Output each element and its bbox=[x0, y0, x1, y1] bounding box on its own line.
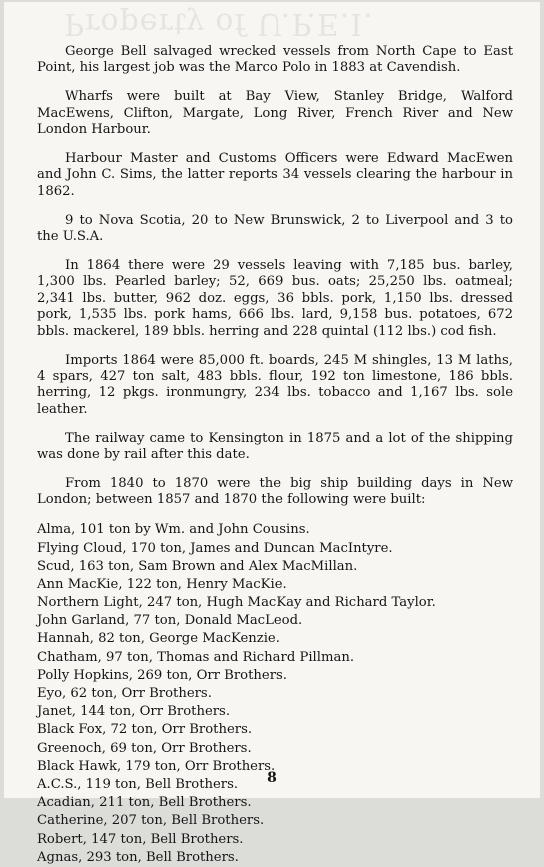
ship-list-item: Eyo, 62 ton, Orr Brothers. bbox=[37, 686, 212, 702]
ship-list-item: Catherine, 207 ton, Bell Brothers. bbox=[37, 813, 265, 829]
ship-list-item: Agnas, 293 ton, Bell Brothers. bbox=[37, 849, 239, 865]
ship-list-item: John Garland, 77 ton, Donald MacLeod. bbox=[37, 613, 303, 629]
paragraph-harbour-master: Harbour Master and Customs Officers were Edward MacEwen and John C. Sims, the latter reports 34 vessels clearing the harbour in 1862. bbox=[37, 151, 513, 199]
ship-list-item: Scud, 163 ton, Sam Brown and Alex MacMillan. bbox=[37, 558, 358, 574]
paragraph-railway: The railway came to Kensington in 1875 and a lot of the shipping was done by rail after this date. bbox=[37, 430, 513, 463]
paragraph-salvage: George Bell salvaged wrecked vessels from North Cape to East Point, his largest job was the Marco Polo in 1883 at Cavendish. bbox=[37, 44, 513, 76]
paragraph-exports-1864: In 1864 there were 29 vessels leaving with 7,185 bus. barley, 1,300 lbs. Pearled barley; 52, 669 bus. oats; 25,250 lbs. oatmeal; 2,341 lbs. butter, 962 doz. eggs, 36 bbls. pork, 1,150 lbs. dressed pork, 1,535 lbs. pork hams, 666 lbs. lard, 9,158 bus. potatoes, 672 bbls. mackerel, 189 bbls. herring and 228 quintal (112 lbs.) cod fish. bbox=[37, 258, 513, 339]
ship-list-item: Northern Light, 247 ton, Hugh MacKay and Richard Taylor. bbox=[37, 595, 436, 611]
ship-list-item: Hannah, 82 ton, George MacKenzie. bbox=[37, 631, 280, 647]
paragraph-destinations: 9 to Nova Scotia, 20 to New Brunswick, 2 to Liverpool and 3 to the U.S.A. bbox=[37, 212, 513, 245]
ship-list-item: Black Fox, 72 ton, Orr Brothers. bbox=[37, 722, 253, 738]
ship-list-item: Janet, 144 ton, Orr Brothers. bbox=[37, 704, 231, 720]
paragraph-shipbuilding: From 1840 to 1870 were the big ship building days in New London; between 1857 and 1870 the following were built: bbox=[37, 476, 513, 508]
ship-list-item: Polly Hopkins, 269 ton, Orr Brothers. bbox=[37, 667, 287, 683]
page-number: 8 bbox=[267, 770, 277, 786]
ship-list-item: Flying Cloud, 170 ton, James and Duncan MacIntyre. bbox=[37, 540, 393, 556]
ship-list-item: Ann MacKie, 122 ton, Henry MacKie. bbox=[37, 576, 287, 592]
page-content bbox=[37, 44, 513, 867]
ship-list-item: Chatham, 97 ton, Thomas and Richard Pillman. bbox=[37, 649, 355, 665]
bleed-through-title: Property of U.P.E.I. bbox=[64, 6, 374, 41]
ship-list-item: Acadian, 211 ton, Bell Brothers. bbox=[37, 795, 252, 811]
paragraph-imports-1864: Imports 1864 were 85,000 ft. boards, 245 M shingles, 13 M laths, 4 spars, 427 ton salt, 483 bbls. flour, 192 ton limestone, 186 bbls. herring, 12 pkgs. ironmungry, 234 lbs. tobacco and 1,167 lbs. sole leather. bbox=[37, 352, 513, 417]
ship-list-item: Greenoch, 69 ton, Orr Brothers. bbox=[37, 740, 252, 756]
ship-list bbox=[37, 521, 513, 867]
document-page bbox=[4, 2, 540, 865]
ship-list-item: A.C.S., 119 ton, Bell Brothers. bbox=[37, 776, 239, 792]
ship-list-item: Robert, 147 ton, Bell Brothers. bbox=[37, 831, 244, 847]
paragraph-wharfs: Wharfs were built at Bay View, Stanley Bridge, Walford MacEwens, Clifton, Margate, Long River, French River and New London Harbour. bbox=[37, 89, 513, 138]
ship-list-item: Black Hawk, 179 ton, Orr Brothers. bbox=[37, 758, 276, 774]
ship-list-item: Alma, 101 ton by Wm. and John Cousins. bbox=[37, 522, 310, 538]
